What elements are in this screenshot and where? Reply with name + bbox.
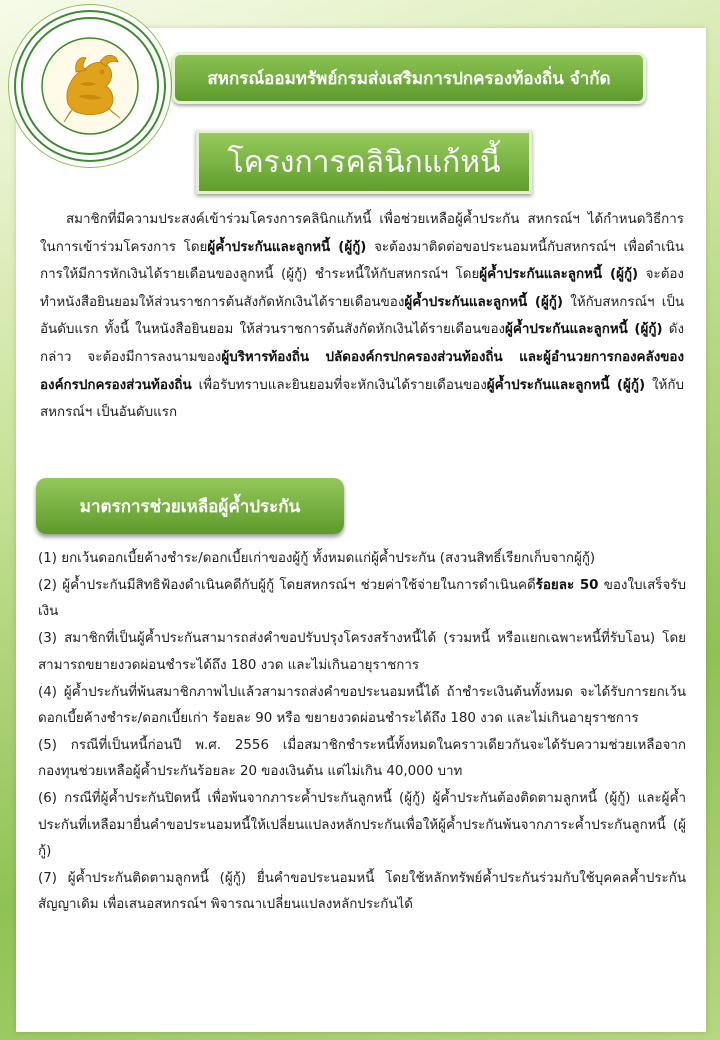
intro-paragraph: สมาชิกที่มีความประสงค์เข้าร่วมโครงการคลินิกแก้หนี้ เพื่อช่วยเหลือผู้ค้ำประกัน สหกรณ์ฯ ได้กำหนดวิธีการในการเข้าร่วมโครงการ โดยผู้ค้ำประกันและลูกหนี้ (ผู้กู้) จะต้องมาติดต่อขอประนอมหนี้กับสหกรณ์ฯ เพื่อดำเนินการให้มีการหักเงินได้รายเดือนของลูกหนี้ (ผู้กู้) ชำระหนี้ให้กับสหกรณ์ฯ โดยผู้ค้ำประกันและลูกหนี้ (ผู้กู้) จะต้องทำหนังสือยินยอมให้ส่วนราชการต้นสังกัดหักเงินได้รายเดือนของผู้ค้ำประกันและลูกหนี้ (ผู้กู้) ให้กับสหกรณ์ฯ เป็นอันดับแรก ทั้งนี้ ในหนังสือยินยอม ให้ส่วนราชการต้นสังกัดหักเงินได้รายเดือนของผู้ค้ำประกันและลูกหนี้ (ผู้กู้) ดังกล่าว จะต้องมีการลงนามของผู้บริหารท้องถิ่น ปลัดองค์กรปกครองส่วนท้องถิ่น และผู้อำนวยการกองคลังขององค์กรปกครองส่วนท้องถิ่น เพื่อรับทราบและยินยอมที่จะหักเงินได้รายเดือนของผู้ค้ำประกันและลูกหนี้ (ผู้กู้) ให้กับสหกรณ์ฯ เป็นอันดับแรก	[40, 212, 684, 421]
seal-emblem-icon	[16, 12, 164, 160]
measure-item-3: (3) สมาชิกที่เป็นผู้ค้ำประกันสามารถส่งคำขอปรับปรุงโครงสร้างหนี้ได้ (รวมหนี้ หรือแยกเฉพาะหนี้ที่รับโอน) โดยสามารถขยายงวดผ่อนชำระได้ถึง 180 งวด และไม่เกินอายุราชการ	[38, 631, 686, 673]
measure-item-5: (5) กรณีที่เป็นหนี้ก่อนปี พ.ศ. 2556 เมื่อสมาชิกชำระหนี้ทั้งหมดในคราวเดียวกันจะได้รับความช่วยเหลือจากกองทุนช่วยเหลือผู้ค้ำประกันร้อยละ 20 ของเงินต้น แต่ไม่เกิน 40,000 บาท	[38, 737, 686, 780]
measure-item-7: (7) ผู้ค้ำประกันติดตามลูกหนี้ (ผู้กู้) ยื่นคำขอประนอมหนี้ โดยใช้หลักทรัพย์ค้ำประกันร่วมกับใช้บุคคลค้ำประกันสัญญาเดิม เพื่อเสนอสหกรณ์ฯ พิจารณาเปลี่ยนแปลงหลักประกันได้	[38, 870, 686, 913]
measure-item-2: (2) ผู้ค้ำประกันมีสิทธิฟ้องดำเนินคดีกับผู้กู้ โดยสหกรณ์ฯ ช่วยค่าใช้จ่ายในการดำเนินคดีร้อยละ 50 ของใบเสร็จรับเงิน	[38, 577, 686, 620]
measure-item-1: (1) ยกเว้นดอกเบี้ยค้างชำระ/ดอกเบี้ยเก่าของผู้กู้ ทั้งหมดแก่ผู้ค้ำประกัน (สงวนสิทธิ์เรียกเก็บจากผู้กู้)	[38, 551, 596, 566]
measure-item-6: (6) กรณีที่ผู้ค้ำประกันปิดหนี้ เพื่อพ้นจากภาระค้ำประกันลูกหนี้ (ผู้กู้) ผู้ค้ำประกันต้องติดตามลูกหนี้ (ผู้กู้) และผู้ค้ำประกันที่เหลือมายื่นคำขอประนอมหนี้ให้เปลี่ยนแปลงหลักประกันเพื่อให้ผู้ค้ำประกันพ้นจากภาระค้ำประกันลูกหนี้ (ผู้กู้)	[38, 791, 686, 859]
measures-list	[38, 546, 686, 919]
cooperative-seal-logo	[14, 10, 166, 162]
measure-item-4: (4) ผู้ค้ำประกันที่พ้นสมาชิกภาพไปแล้วสามารถส่งคำขอประนอมหนี้ได้ ถ้าชำระเงินต้นทั้งหมด จะได้รับการยกเว้นดอกเบี้ยค้างชำระ/ดอกเบี้ยเก่า ร้อยละ 90 หรือ ขยายงวดผ่อนชำระได้ถึง 180 งวด และไม่เกินอายุราชการ	[38, 684, 686, 726]
page-title: โครงการคลินิกแก้หนี้	[196, 130, 532, 194]
organization-name-banner: สหกรณ์ออมทรัพย์กรมส่งเสริมการปกครองท้องถิ่น จำกัด	[172, 52, 646, 104]
measures-heading: มาตรการช่วยเหลือผู้ค้ำประกัน	[36, 478, 344, 534]
